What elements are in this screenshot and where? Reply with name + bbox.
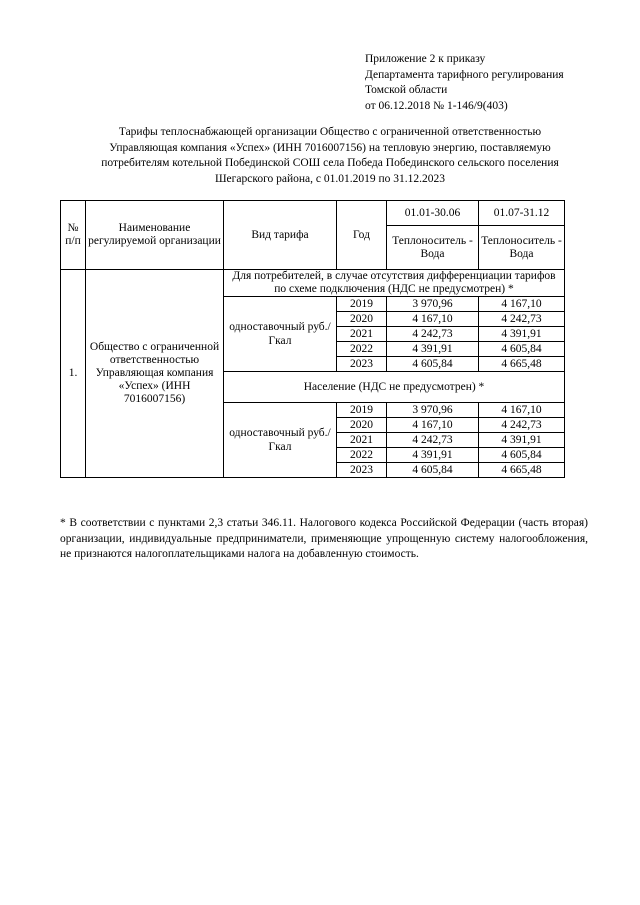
tariff-type: одноставочный руб./Гкал [224, 403, 337, 478]
value-cell: 4 242,73 [479, 418, 565, 433]
tariff-table [60, 200, 565, 478]
year-cell: 2021 [337, 327, 387, 342]
year-cell: 2019 [337, 403, 387, 418]
year-cell: 2019 [337, 297, 387, 312]
value-cell: 3 970,96 [387, 403, 479, 418]
appendix-line: Томской области [365, 84, 448, 96]
appendix-header [365, 52, 564, 114]
value-cell: 4 391,91 [387, 342, 479, 357]
title-line: Шегарского района, с 01.01.2019 по 31.12.2023 [214, 172, 446, 185]
year-cell: 2020 [337, 418, 387, 433]
header-tariff-type: Вид тарифа [224, 201, 337, 270]
value-cell: 4 167,10 [387, 418, 479, 433]
header-num: № п/п [61, 201, 86, 270]
value-cell: 4 605,84 [387, 357, 479, 372]
header-period-2: 01.07-31.12 [479, 201, 565, 226]
year-cell: 2023 [337, 463, 387, 478]
year-cell: 2020 [337, 312, 387, 327]
value-cell: 4 605,84 [479, 342, 565, 357]
appendix-line: Департамента тарифного регулирования [365, 68, 564, 81]
table-header-row [61, 201, 565, 226]
header-carrier-2: Теплоноситель - Вода [479, 226, 565, 270]
value-cell: 4 242,73 [387, 327, 479, 342]
organization-name: Общество с ограниченной ответственностью Управляющая компания «Успех» (ИНН 7016007156) [86, 270, 224, 478]
title-line: Тарифы теплоснабжающей организации Общество с ограниченной ответственностью [118, 126, 542, 138]
year-cell: 2022 [337, 342, 387, 357]
row-number: 1. [61, 270, 86, 478]
header-period-1: 01.01-30.06 [387, 201, 479, 226]
title-line: потребителям котельной Побединской СОШ села Победа Побединского сельского поселения [101, 157, 559, 169]
value-cell: 4 391,91 [387, 448, 479, 463]
header-carrier-1: Теплоноситель - Вода [387, 226, 479, 270]
value-cell: 4 167,10 [479, 297, 565, 312]
year-cell: 2023 [337, 357, 387, 372]
value-cell: 4 167,10 [479, 403, 565, 418]
value-cell: 4 391,91 [479, 433, 565, 448]
section-label: Население (НДС не предусмотрен) * [224, 372, 565, 403]
value-cell: 4 605,84 [387, 463, 479, 478]
value-cell: 4 167,10 [387, 312, 479, 327]
value-cell: 4 391,91 [479, 327, 565, 342]
value-cell: 4 665,48 [479, 463, 565, 478]
header-year: Год [337, 201, 387, 270]
tariff-type: одноставочный руб./Гкал [224, 297, 337, 372]
value-cell: 4 665,48 [479, 357, 565, 372]
value-cell: 4 605,84 [479, 448, 565, 463]
footnote: * В соответствии с пунктами 2,3 статьи 346.11. Налогового кодекса Российской Федерации (часть вторая) организации, индивидуальные предприниматели, применяющие упрощенную систему налогообложения, не признаются налогоплательщиками налога на добавленную стоимость. [60, 517, 588, 560]
value-cell: 4 242,73 [479, 312, 565, 327]
appendix-line: Приложение 2 к приказу [365, 53, 486, 65]
title-line: Управляющая компания «Успех» (ИНН 7016007156) на тепловую энергию, поставляемую [109, 141, 551, 154]
document-title [60, 125, 600, 187]
year-cell: 2021 [337, 433, 387, 448]
appendix-line: от 06.12.2018 № 1-146/9(403) [365, 99, 508, 112]
section-label: Для потребителей, в случае отсутствия дифференциации тарифов по схеме подключения (НДС не предусмотрен) * [224, 270, 565, 297]
year-cell: 2022 [337, 448, 387, 463]
section-label-row [61, 270, 565, 297]
value-cell: 3 970,96 [387, 297, 479, 312]
value-cell: 4 242,73 [387, 433, 479, 448]
header-org: Наименование регулируемой организации [86, 201, 224, 270]
